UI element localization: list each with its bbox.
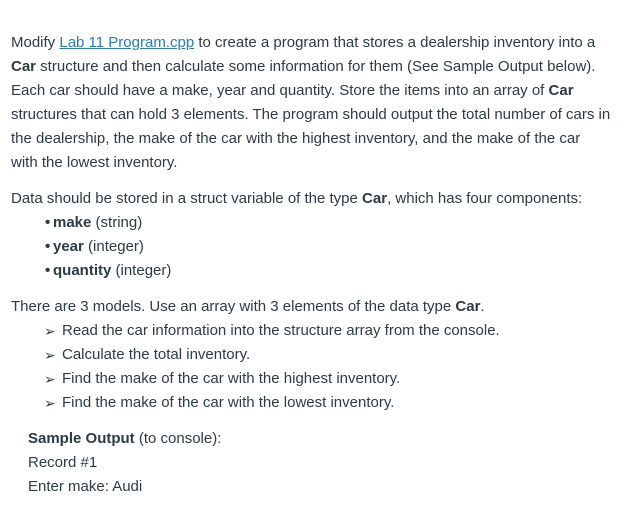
bullet-icon: • — [45, 214, 51, 231]
sample-heading-rest: (to console): — [134, 430, 222, 447]
arrow-bullet-icon: ➢ — [44, 395, 56, 411]
car-keyword: Car — [548, 82, 574, 99]
assignment-content — [11, 31, 611, 499]
arrow-bullet-icon: ➢ — [44, 323, 56, 339]
bullet-icon: • — [45, 262, 51, 279]
intro-text-3: structure and then calculate some information for them (See Sample Output below). Each car should have a make, year and quantity. Store the items into an array of — [11, 58, 596, 99]
step-item — [44, 319, 611, 343]
intro-text-1: Modify — [11, 34, 60, 51]
data-text-2: , which has four components: — [387, 190, 583, 207]
models-text-2: . — [480, 298, 485, 315]
component-type: (integer) — [111, 262, 172, 279]
component-name: quantity — [53, 262, 112, 279]
step-item — [44, 367, 611, 391]
component-item — [45, 211, 611, 235]
component-name: year — [53, 238, 84, 255]
models-paragraph — [11, 295, 611, 319]
step-text: Read the car information into the structure array from the console. — [62, 322, 500, 339]
component-item — [45, 235, 611, 259]
sample-heading — [28, 427, 611, 451]
sample-output — [11, 427, 611, 499]
step-text: Find the make of the car with the lowest inventory. — [62, 394, 395, 411]
data-paragraph — [11, 187, 611, 211]
steps-list — [11, 319, 611, 415]
car-keyword: Car — [362, 190, 388, 207]
models-text-1: There are 3 models. Use an array with 3 elements of the data type — [11, 298, 456, 315]
sample-line: Enter make: Audi — [28, 478, 143, 495]
step-text: Find the make of the car with the highest inventory. — [62, 370, 401, 387]
car-keyword: Car — [11, 58, 37, 75]
arrow-bullet-icon: ➢ — [44, 371, 56, 387]
component-item — [45, 259, 611, 283]
step-text: Calculate the total inventory. — [62, 346, 251, 363]
data-text-1: Data should be stored in a struct variable of the type — [11, 190, 363, 207]
intro-paragraph — [11, 31, 611, 175]
intro-text-2: to create a program that stores a dealership inventory into a — [194, 34, 596, 51]
lab-program-link[interactable]: Lab 11 Program.cpp — [59, 34, 195, 51]
step-item — [44, 343, 611, 367]
component-type: (string) — [91, 214, 143, 231]
step-item — [44, 391, 611, 415]
sample-heading-bold: Sample Output — [28, 430, 135, 447]
bullet-icon: • — [45, 238, 51, 255]
car-keyword: Car — [455, 298, 481, 315]
component-type: (integer) — [83, 238, 144, 255]
arrow-bullet-icon: ➢ — [44, 347, 56, 363]
component-name: make — [53, 214, 92, 231]
components-list — [11, 211, 611, 283]
sample-line: Record #1 — [28, 454, 98, 471]
intro-text-4: structures that can hold 3 elements. The program should output the total number of cars in the dealership, the make of the car with the highest inventory, and the make of the car with the lowest inventory. — [11, 106, 611, 171]
